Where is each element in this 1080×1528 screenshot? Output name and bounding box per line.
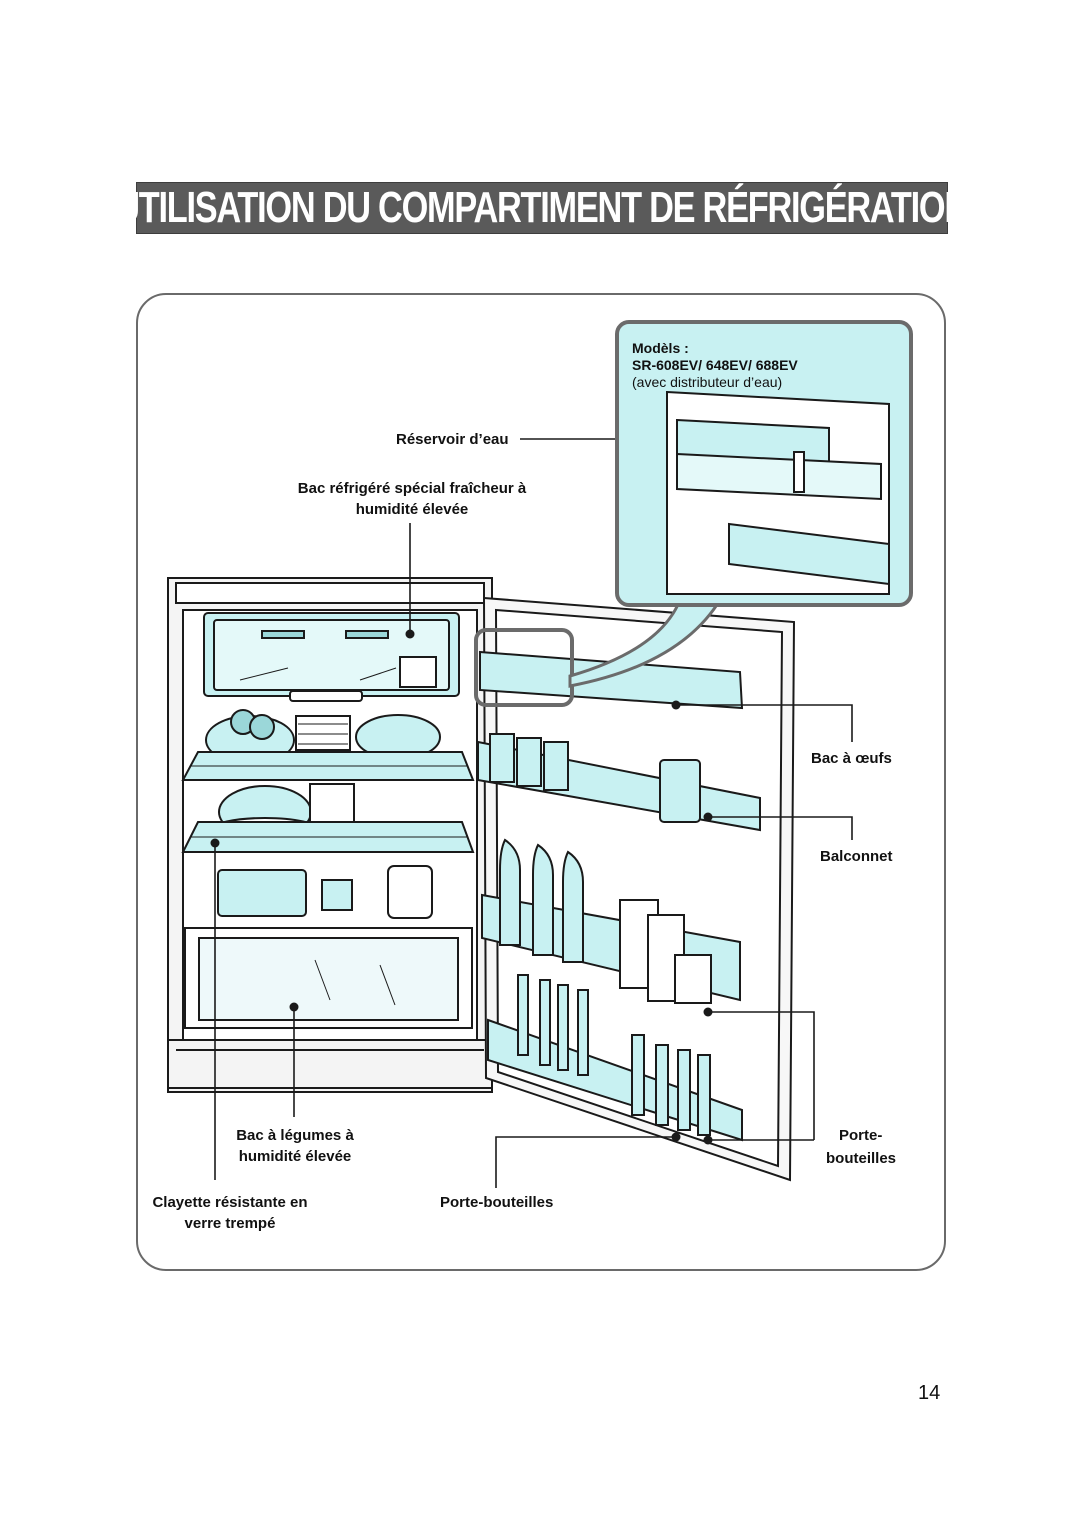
fridge-door bbox=[478, 598, 794, 1180]
label-bottle-holder-right-1: Porte- bbox=[839, 1127, 883, 1144]
label-glass-shelf-line2: verre trempé bbox=[184, 1215, 276, 1232]
vegetable-drawer bbox=[185, 866, 472, 1028]
label-glass-shelf-line1: Clayette résistante en bbox=[152, 1194, 308, 1211]
label-chiller-line1: Bac réfrigéré spécial fraîcheur à bbox=[297, 480, 527, 497]
chiller-compartment bbox=[204, 613, 459, 701]
label-vegetable-line1: Bac à légumes à bbox=[236, 1127, 354, 1144]
models-names: SR-608EV/ 648EV/ 688EV bbox=[632, 357, 798, 373]
page-title: UTILISATION DU COMPARTIMENT DE RÉFRIGÉRATION bbox=[115, 183, 969, 232]
label-bottle-holder-bottom: Porte-bouteilles bbox=[440, 1194, 554, 1211]
label-water-tank: Réservoir d’eau bbox=[396, 431, 509, 448]
models-note: (avec distributeur d’eau) bbox=[632, 374, 783, 390]
models-heading: Modèls : bbox=[632, 340, 689, 356]
label-chiller-line2: humidité élevée bbox=[355, 501, 469, 518]
label-bottle-holder-right-2: bouteilles bbox=[826, 1150, 897, 1167]
page-number: 14 bbox=[918, 1382, 941, 1404]
label-door-shelf: Balconnet bbox=[820, 848, 893, 865]
label-egg-tray: Bac à œufs bbox=[811, 750, 892, 767]
label-vegetable-line2: humidité élevée bbox=[238, 1148, 352, 1165]
